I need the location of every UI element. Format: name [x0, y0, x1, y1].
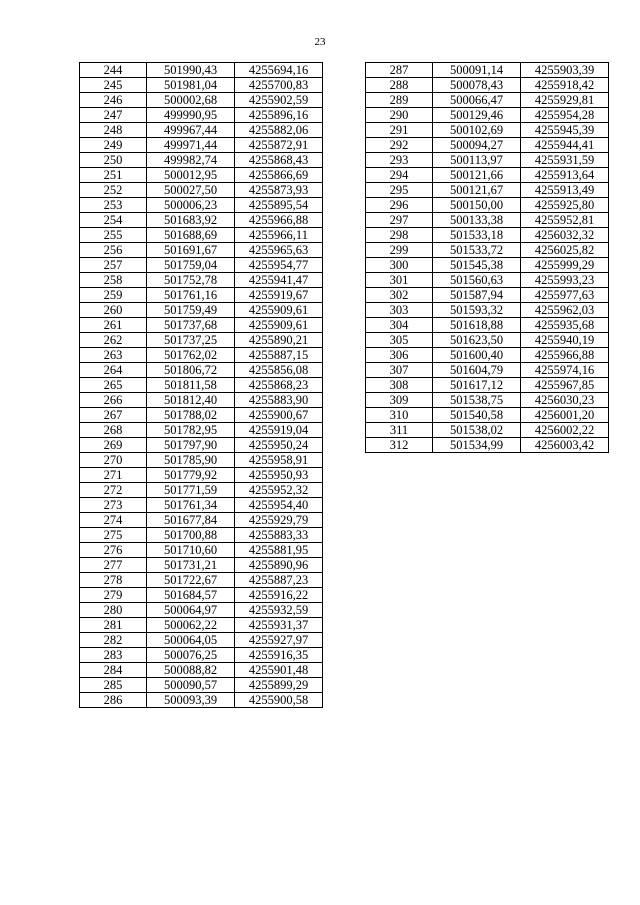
x-coordinate-cell: 501545,38 — [433, 258, 521, 273]
point-number-cell: 307 — [366, 363, 433, 378]
y-coordinate-cell: 4255952,81 — [521, 213, 609, 228]
point-number-cell: 255 — [80, 228, 147, 243]
point-number-cell: 258 — [80, 273, 147, 288]
y-coordinate-cell: 4256002,22 — [521, 423, 609, 438]
table-row — [80, 663, 323, 678]
x-coordinate-cell: 500078,43 — [433, 78, 521, 93]
y-coordinate-cell: 4255965,63 — [235, 243, 323, 258]
y-coordinate-cell: 4255913,64 — [521, 168, 609, 183]
x-coordinate-cell: 501811,58 — [147, 378, 235, 393]
y-coordinate-cell: 4255966,11 — [235, 228, 323, 243]
table-row — [366, 198, 609, 213]
x-coordinate-cell: 500088,82 — [147, 663, 235, 678]
x-coordinate-cell: 500064,97 — [147, 603, 235, 618]
table-row — [366, 123, 609, 138]
x-coordinate-cell: 500027,50 — [147, 183, 235, 198]
table-row — [80, 78, 323, 93]
y-coordinate-cell: 4255856,08 — [235, 363, 323, 378]
y-coordinate-cell: 4255945,39 — [521, 123, 609, 138]
y-coordinate-cell: 4255883,90 — [235, 393, 323, 408]
table-row — [80, 378, 323, 393]
x-coordinate-cell: 501533,18 — [433, 228, 521, 243]
x-coordinate-cell: 501806,72 — [147, 363, 235, 378]
point-number-cell: 269 — [80, 438, 147, 453]
x-coordinate-cell: 500091,14 — [433, 63, 521, 78]
table-row — [80, 198, 323, 213]
table-row — [80, 213, 323, 228]
y-coordinate-cell: 4255909,61 — [235, 318, 323, 333]
y-coordinate-cell: 4255900,58 — [235, 693, 323, 708]
y-coordinate-cell: 4255868,23 — [235, 378, 323, 393]
x-coordinate-cell: 501731,21 — [147, 558, 235, 573]
table-row — [80, 363, 323, 378]
point-number-cell: 275 — [80, 528, 147, 543]
x-coordinate-cell: 501722,67 — [147, 573, 235, 588]
x-coordinate-cell: 500002,68 — [147, 93, 235, 108]
y-coordinate-cell: 4255999,29 — [521, 258, 609, 273]
point-number-cell: 285 — [80, 678, 147, 693]
table-row — [80, 693, 323, 708]
point-number-cell: 280 — [80, 603, 147, 618]
point-number-cell: 261 — [80, 318, 147, 333]
point-number-cell: 263 — [80, 348, 147, 363]
table-row — [366, 408, 609, 423]
point-number-cell: 290 — [366, 108, 433, 123]
table-row — [80, 453, 323, 468]
y-coordinate-cell: 4255935,68 — [521, 318, 609, 333]
y-coordinate-cell: 4255887,15 — [235, 348, 323, 363]
y-coordinate-cell: 4255899,29 — [235, 678, 323, 693]
point-number-cell: 273 — [80, 498, 147, 513]
x-coordinate-cell: 501533,72 — [433, 243, 521, 258]
point-number-cell: 249 — [80, 138, 147, 153]
point-number-cell: 279 — [80, 588, 147, 603]
table-row — [80, 423, 323, 438]
x-coordinate-cell: 500121,67 — [433, 183, 521, 198]
y-coordinate-cell: 4255954,77 — [235, 258, 323, 273]
y-coordinate-cell: 4255919,67 — [235, 288, 323, 303]
table-row — [80, 288, 323, 303]
point-number-cell: 278 — [80, 573, 147, 588]
table-row — [80, 648, 323, 663]
x-coordinate-cell: 499967,44 — [147, 123, 235, 138]
y-coordinate-cell: 4255896,16 — [235, 108, 323, 123]
x-coordinate-cell: 500090,57 — [147, 678, 235, 693]
table-row — [366, 63, 609, 78]
x-coordinate-cell: 501737,25 — [147, 333, 235, 348]
point-number-cell: 310 — [366, 408, 433, 423]
point-number-cell: 270 — [80, 453, 147, 468]
point-number-cell: 266 — [80, 393, 147, 408]
table-row — [366, 273, 609, 288]
point-number-cell: 289 — [366, 93, 433, 108]
table-row — [80, 498, 323, 513]
coordinates-table-left — [79, 62, 323, 708]
y-coordinate-cell: 4255932,59 — [235, 603, 323, 618]
x-coordinate-cell: 501593,32 — [433, 303, 521, 318]
y-coordinate-cell: 4255916,35 — [235, 648, 323, 663]
x-coordinate-cell: 501752,78 — [147, 273, 235, 288]
x-coordinate-cell: 501538,02 — [433, 423, 521, 438]
y-coordinate-cell: 4255916,22 — [235, 588, 323, 603]
point-number-cell: 276 — [80, 543, 147, 558]
table-row — [366, 108, 609, 123]
y-coordinate-cell: 4255925,80 — [521, 198, 609, 213]
point-number-cell: 304 — [366, 318, 433, 333]
table-row — [80, 588, 323, 603]
y-coordinate-cell: 4255918,42 — [521, 78, 609, 93]
table-row — [366, 228, 609, 243]
x-coordinate-cell: 500093,39 — [147, 693, 235, 708]
table-row — [366, 168, 609, 183]
x-coordinate-cell: 500133,38 — [433, 213, 521, 228]
point-number-cell: 251 — [80, 168, 147, 183]
x-coordinate-cell: 499982,74 — [147, 153, 235, 168]
y-coordinate-cell: 4255866,69 — [235, 168, 323, 183]
y-coordinate-cell: 4255929,81 — [521, 93, 609, 108]
table-row — [366, 438, 609, 453]
table-row — [80, 348, 323, 363]
point-number-cell: 283 — [80, 648, 147, 663]
x-coordinate-cell: 500121,66 — [433, 168, 521, 183]
y-coordinate-cell: 4255974,16 — [521, 363, 609, 378]
point-number-cell: 257 — [80, 258, 147, 273]
x-coordinate-cell: 500102,69 — [433, 123, 521, 138]
x-coordinate-cell: 500062,22 — [147, 618, 235, 633]
x-coordinate-cell: 501762,02 — [147, 348, 235, 363]
table-row — [366, 138, 609, 153]
point-number-cell: 277 — [80, 558, 147, 573]
x-coordinate-cell: 501684,57 — [147, 588, 235, 603]
point-number-cell: 282 — [80, 633, 147, 648]
table-row — [80, 273, 323, 288]
coordinates-table-right — [365, 62, 609, 453]
point-number-cell: 250 — [80, 153, 147, 168]
x-coordinate-cell: 500129,46 — [433, 108, 521, 123]
point-number-cell: 293 — [366, 153, 433, 168]
x-coordinate-cell: 501761,16 — [147, 288, 235, 303]
x-coordinate-cell: 501771,59 — [147, 483, 235, 498]
table-row — [80, 93, 323, 108]
point-number-cell: 281 — [80, 618, 147, 633]
x-coordinate-cell: 501737,68 — [147, 318, 235, 333]
table-row — [366, 303, 609, 318]
table-row — [80, 438, 323, 453]
point-number-cell: 262 — [80, 333, 147, 348]
point-number-cell: 294 — [366, 168, 433, 183]
y-coordinate-cell: 4255931,37 — [235, 618, 323, 633]
table-row — [80, 633, 323, 648]
y-coordinate-cell: 4256003,42 — [521, 438, 609, 453]
y-coordinate-cell: 4255895,54 — [235, 198, 323, 213]
table-row — [80, 258, 323, 273]
point-number-cell: 271 — [80, 468, 147, 483]
point-number-cell: 300 — [366, 258, 433, 273]
table-row — [80, 138, 323, 153]
y-coordinate-cell: 4255950,24 — [235, 438, 323, 453]
table-row — [366, 243, 609, 258]
x-coordinate-cell: 499971,44 — [147, 138, 235, 153]
point-number-cell: 253 — [80, 198, 147, 213]
point-number-cell: 298 — [366, 228, 433, 243]
point-number-cell: 264 — [80, 363, 147, 378]
point-number-cell: 306 — [366, 348, 433, 363]
point-number-cell: 244 — [80, 63, 147, 78]
point-number-cell: 272 — [80, 483, 147, 498]
x-coordinate-cell: 500066,47 — [433, 93, 521, 108]
y-coordinate-cell: 4255913,49 — [521, 183, 609, 198]
y-coordinate-cell: 4255881,95 — [235, 543, 323, 558]
x-coordinate-cell: 501538,75 — [433, 393, 521, 408]
y-coordinate-cell: 4255700,83 — [235, 78, 323, 93]
x-coordinate-cell: 500113,97 — [433, 153, 521, 168]
x-coordinate-cell: 501759,49 — [147, 303, 235, 318]
point-number-cell: 247 — [80, 108, 147, 123]
y-coordinate-cell: 4255872,91 — [235, 138, 323, 153]
y-coordinate-cell: 4255941,47 — [235, 273, 323, 288]
table-row — [80, 483, 323, 498]
table-row — [80, 63, 323, 78]
y-coordinate-cell: 4255882,06 — [235, 123, 323, 138]
table-row — [80, 318, 323, 333]
table-row — [80, 468, 323, 483]
x-coordinate-cell: 501761,34 — [147, 498, 235, 513]
y-coordinate-cell: 4255962,03 — [521, 303, 609, 318]
x-coordinate-cell: 501812,40 — [147, 393, 235, 408]
x-coordinate-cell: 501560,63 — [433, 273, 521, 288]
point-number-cell: 245 — [80, 78, 147, 93]
x-coordinate-cell: 500012,95 — [147, 168, 235, 183]
point-number-cell: 302 — [366, 288, 433, 303]
point-number-cell: 286 — [80, 693, 147, 708]
x-coordinate-cell: 501782,95 — [147, 423, 235, 438]
x-coordinate-cell: 501785,90 — [147, 453, 235, 468]
table-row — [80, 183, 323, 198]
x-coordinate-cell: 500150,00 — [433, 198, 521, 213]
table-row — [80, 603, 323, 618]
point-number-cell: 259 — [80, 288, 147, 303]
x-coordinate-cell: 501534,99 — [433, 438, 521, 453]
table-row — [80, 303, 323, 318]
y-coordinate-cell: 4255903,39 — [521, 63, 609, 78]
y-coordinate-cell: 4255958,91 — [235, 453, 323, 468]
x-coordinate-cell: 501700,88 — [147, 528, 235, 543]
table-row — [80, 168, 323, 183]
point-number-cell: 252 — [80, 183, 147, 198]
x-coordinate-cell: 500006,23 — [147, 198, 235, 213]
point-number-cell: 268 — [80, 423, 147, 438]
y-coordinate-cell: 4255954,40 — [235, 498, 323, 513]
table-row — [366, 423, 609, 438]
table-row — [80, 108, 323, 123]
y-coordinate-cell: 4255952,32 — [235, 483, 323, 498]
table-row — [366, 333, 609, 348]
table-row — [366, 348, 609, 363]
table-row — [80, 243, 323, 258]
table-row — [366, 288, 609, 303]
table-row — [366, 393, 609, 408]
point-number-cell: 292 — [366, 138, 433, 153]
y-coordinate-cell: 4256001,20 — [521, 408, 609, 423]
table-row — [366, 93, 609, 108]
y-coordinate-cell: 4255950,93 — [235, 468, 323, 483]
point-number-cell: 256 — [80, 243, 147, 258]
point-number-cell: 308 — [366, 378, 433, 393]
x-coordinate-cell: 501618,88 — [433, 318, 521, 333]
x-coordinate-cell: 501587,94 — [433, 288, 521, 303]
y-coordinate-cell: 4255940,19 — [521, 333, 609, 348]
x-coordinate-cell: 501710,60 — [147, 543, 235, 558]
table-row — [80, 528, 323, 543]
point-number-cell: 297 — [366, 213, 433, 228]
point-number-cell: 265 — [80, 378, 147, 393]
point-number-cell: 301 — [366, 273, 433, 288]
point-number-cell: 303 — [366, 303, 433, 318]
point-number-cell: 295 — [366, 183, 433, 198]
y-coordinate-cell: 4255966,88 — [235, 213, 323, 228]
x-coordinate-cell: 501540,58 — [433, 408, 521, 423]
y-coordinate-cell: 4255944,41 — [521, 138, 609, 153]
x-coordinate-cell: 500076,25 — [147, 648, 235, 663]
point-number-cell: 248 — [80, 123, 147, 138]
table-row — [366, 318, 609, 333]
x-coordinate-cell: 501677,84 — [147, 513, 235, 528]
x-coordinate-cell: 501779,92 — [147, 468, 235, 483]
point-number-cell: 260 — [80, 303, 147, 318]
y-coordinate-cell: 4256032,32 — [521, 228, 609, 243]
y-coordinate-cell: 4255966,88 — [521, 348, 609, 363]
point-number-cell: 305 — [366, 333, 433, 348]
x-coordinate-cell: 501683,92 — [147, 213, 235, 228]
table-row — [366, 78, 609, 93]
point-number-cell: 312 — [366, 438, 433, 453]
y-coordinate-cell: 4255929,79 — [235, 513, 323, 528]
x-coordinate-cell: 501691,67 — [147, 243, 235, 258]
point-number-cell: 288 — [366, 78, 433, 93]
y-coordinate-cell: 4255993,23 — [521, 273, 609, 288]
x-coordinate-cell: 500064,05 — [147, 633, 235, 648]
y-coordinate-cell: 4255887,23 — [235, 573, 323, 588]
x-coordinate-cell: 501623,50 — [433, 333, 521, 348]
point-number-cell: 284 — [80, 663, 147, 678]
y-coordinate-cell: 4255931,59 — [521, 153, 609, 168]
x-coordinate-cell: 501617,12 — [433, 378, 521, 393]
point-number-cell: 287 — [366, 63, 433, 78]
y-coordinate-cell: 4255919,04 — [235, 423, 323, 438]
table-row — [366, 213, 609, 228]
point-number-cell: 299 — [366, 243, 433, 258]
table-row — [80, 618, 323, 633]
table-row — [80, 543, 323, 558]
table-row — [80, 123, 323, 138]
y-coordinate-cell: 4255890,21 — [235, 333, 323, 348]
x-coordinate-cell: 501759,04 — [147, 258, 235, 273]
y-coordinate-cell: 4255927,97 — [235, 633, 323, 648]
y-coordinate-cell: 4255890,96 — [235, 558, 323, 573]
table-row — [366, 153, 609, 168]
table-row — [80, 573, 323, 588]
x-coordinate-cell: 499990,95 — [147, 108, 235, 123]
y-coordinate-cell: 4255694,16 — [235, 63, 323, 78]
point-number-cell: 267 — [80, 408, 147, 423]
x-coordinate-cell: 501990,43 — [147, 63, 235, 78]
y-coordinate-cell: 4255868,43 — [235, 153, 323, 168]
y-coordinate-cell: 4255977,63 — [521, 288, 609, 303]
y-coordinate-cell: 4255909,61 — [235, 303, 323, 318]
point-number-cell: 296 — [366, 198, 433, 213]
table-row — [80, 393, 323, 408]
point-number-cell: 246 — [80, 93, 147, 108]
table-row — [80, 558, 323, 573]
y-coordinate-cell: 4255954,28 — [521, 108, 609, 123]
point-number-cell: 254 — [80, 213, 147, 228]
table-row — [366, 258, 609, 273]
y-coordinate-cell: 4255902,59 — [235, 93, 323, 108]
y-coordinate-cell: 4255873,93 — [235, 183, 323, 198]
page-number: 23 — [314, 36, 326, 48]
x-coordinate-cell: 501797,90 — [147, 438, 235, 453]
x-coordinate-cell: 501788,02 — [147, 408, 235, 423]
point-number-cell: 274 — [80, 513, 147, 528]
x-coordinate-cell: 501981,04 — [147, 78, 235, 93]
table-row — [366, 378, 609, 393]
table-row — [80, 678, 323, 693]
y-coordinate-cell: 4255883,33 — [235, 528, 323, 543]
y-coordinate-cell: 4256025,82 — [521, 243, 609, 258]
table-row — [80, 513, 323, 528]
point-number-cell: 291 — [366, 123, 433, 138]
y-coordinate-cell: 4255901,48 — [235, 663, 323, 678]
point-number-cell: 309 — [366, 393, 433, 408]
point-number-cell: 311 — [366, 423, 433, 438]
table-row — [366, 183, 609, 198]
table-row — [80, 333, 323, 348]
table-row — [80, 408, 323, 423]
table-row — [80, 153, 323, 168]
x-coordinate-cell: 501604,79 — [433, 363, 521, 378]
x-coordinate-cell: 500094,27 — [433, 138, 521, 153]
y-coordinate-cell: 4255967,85 — [521, 378, 609, 393]
y-coordinate-cell: 4255900,67 — [235, 408, 323, 423]
x-coordinate-cell: 501600,40 — [433, 348, 521, 363]
table-row — [80, 228, 323, 243]
y-coordinate-cell: 4256030,23 — [521, 393, 609, 408]
x-coordinate-cell: 501688,69 — [147, 228, 235, 243]
table-row — [366, 363, 609, 378]
